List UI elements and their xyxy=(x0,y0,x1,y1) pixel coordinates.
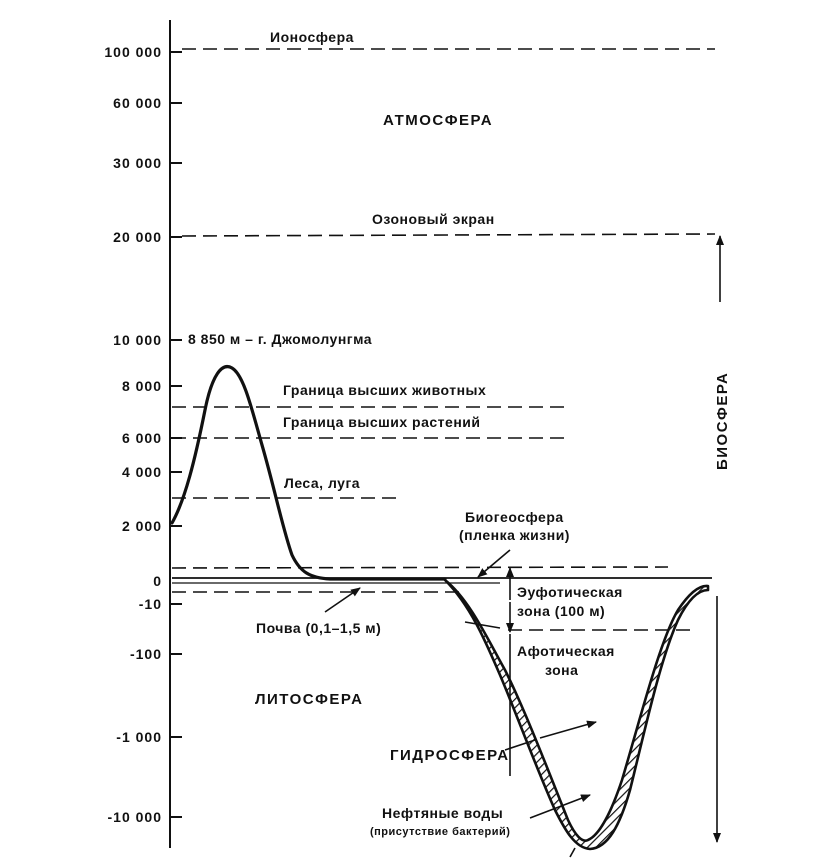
aphotic-sublabel: зона xyxy=(545,662,579,678)
biosphere-label: БИОСФЕРА xyxy=(714,371,731,470)
atmosphere-label: АТМОСФЕРА xyxy=(383,112,494,129)
biogeosphere-top-line xyxy=(172,567,668,568)
ozone-line xyxy=(182,234,715,236)
bottom-pointer xyxy=(570,848,575,857)
tick-label: 20 000 xyxy=(113,229,162,245)
ozone-label: Озоновый экран xyxy=(372,211,495,227)
tick-label: -100 xyxy=(129,646,162,662)
tick-label: -10 xyxy=(138,596,162,612)
tick-label: 4 000 xyxy=(121,464,162,480)
plants-limit-label: Граница высших растений xyxy=(283,414,481,430)
tick-label: 60 000 xyxy=(113,95,162,111)
biogeosphere-sublabel: (пленка жизни) xyxy=(459,527,570,543)
tick-label: 8 000 xyxy=(121,378,162,394)
euphotic-label: Эуфотическая xyxy=(517,584,623,600)
soil-label: Почва (0,1–1,5 м) xyxy=(256,620,382,636)
animals-limit-label: Граница высших животных xyxy=(283,382,487,398)
oil-waters-label: Нефтяные воды xyxy=(382,805,504,821)
tick-label: 6 000 xyxy=(121,430,162,446)
bacteria-label: (присутствие бактерий) xyxy=(370,826,511,838)
mountain-profile xyxy=(172,367,445,579)
ionosphere-label: Ионосфера xyxy=(270,29,354,45)
biogeosphere-pointer xyxy=(478,550,510,577)
tick-label: 2 000 xyxy=(121,518,162,534)
tick-label: 10 000 xyxy=(113,332,162,348)
forests-label: Леса, луга xyxy=(284,475,361,491)
euphotic-sublabel: зона (100 м) xyxy=(517,603,606,619)
hydrosphere-label: ГИДРОСФЕРА xyxy=(390,747,510,764)
hydrosphere-pointer-2 xyxy=(540,722,596,738)
tick-label: -10 000 xyxy=(107,809,162,825)
axis-ticks xyxy=(170,52,182,817)
tick-label: 100 000 xyxy=(104,44,162,60)
biogeosphere-label: Биогеосфера xyxy=(465,509,564,525)
aphotic-label: Афотическая xyxy=(517,643,615,659)
everest-label: 8 850 м – г. Джомолунгма xyxy=(188,331,373,347)
tick-label: 0 xyxy=(153,573,162,589)
tick-label: -1 000 xyxy=(116,729,162,745)
tick-label: 30 000 xyxy=(113,155,162,171)
lithosphere-label: ЛИТОСФЕРА xyxy=(255,691,364,708)
